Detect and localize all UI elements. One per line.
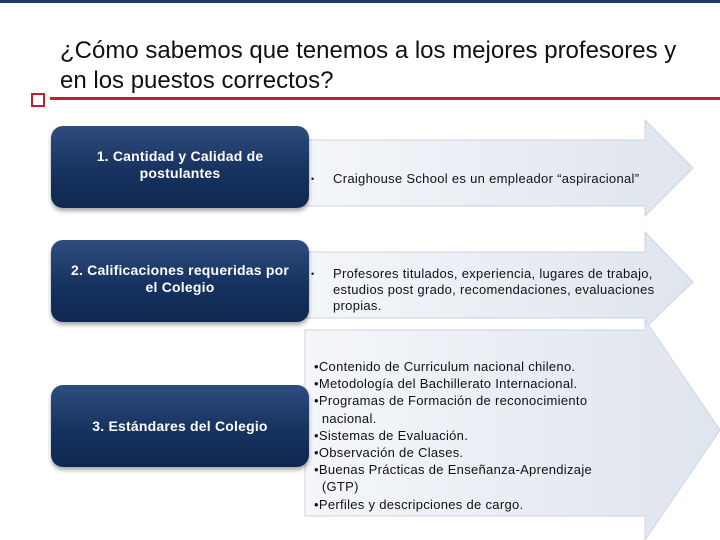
step-1-label: 1. Cantidad y Calidad de postulantes [96, 148, 264, 181]
step-1-bullet-text: Craighouse School es un empleador “aspiracional” [333, 171, 640, 186]
step-2-bullet-text: Profesores titulados, experiencia, lugares de trabajo, estudios post grado, recomendaciones, evaluaciones propias. [333, 266, 655, 313]
step-3-label: 3. Estándares del Colegio [92, 417, 268, 434]
list-item: •Observación de Clases. [314, 445, 464, 461]
step-2-label: 2. Calificaciones requeridas por el Colegio [70, 262, 290, 295]
step-3-list [314, 358, 644, 513]
bullet-marker: • [311, 269, 315, 279]
step-2-box [51, 240, 309, 322]
step-1-bullet [311, 171, 671, 207]
bullet-marker: • [311, 174, 315, 184]
list-item: •Buenas Prácticas de Enseñanza-Aprendizaje [314, 462, 593, 478]
step-1-box [51, 126, 309, 208]
list-item: •Contenido de Curriculum nacional chileno. [314, 359, 576, 374]
list-item: (GTP) [314, 479, 359, 495]
list-item: •Programas de Formación de reconocimiento [314, 393, 588, 409]
step-2-bullet [311, 266, 671, 318]
list-item: •Metodología del Bachillerato Internacional. [314, 376, 578, 392]
slide-title: ¿Cómo sabemos que tenemos a los mejores profesores y en los puestos correctos? [60, 37, 677, 94]
list-item: •Perfiles y descripciones de cargo. [314, 496, 524, 512]
list-item: nacional. [314, 410, 377, 426]
list-item: •Sistemas de Evaluación. [314, 427, 469, 443]
step-3-box [51, 385, 309, 467]
